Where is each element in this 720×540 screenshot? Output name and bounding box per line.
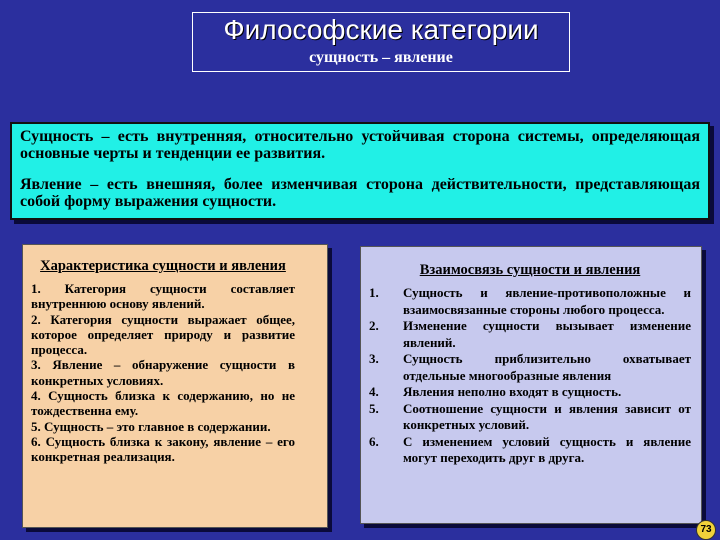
- list-item: [369, 434, 691, 467]
- list-item: 3. Явление – обнаружение сущности в конкретных условиях.: [31, 357, 295, 388]
- item-number: 6.: [369, 433, 379, 449]
- list-item: 6. Сущность близка к закону, явление – его конкретная реализация.: [31, 433, 295, 465]
- list-item: 2. Категория сущности выражает общее, которое определяет природу и развитие процесса.: [31, 311, 295, 358]
- characteristics-heading: Характеристика сущности и явления: [40, 258, 286, 274]
- item-number: 3.: [369, 351, 379, 366]
- item-text: Изменение сущности вызывает изменение явлений.: [403, 318, 691, 350]
- definitions-box: [10, 122, 710, 220]
- characteristics-card: [22, 244, 328, 528]
- list-item: 5. Сущность – это главное в содержании.: [31, 418, 271, 434]
- list-item: [369, 401, 691, 434]
- list-item: [369, 285, 691, 318]
- definition-phenomenon: Явление – есть внешняя, более изменчивая сторона действительности, представляющая собой форму выражения сущности.: [20, 176, 700, 210]
- list-item: 4. Сущность близка к содержанию, но не тождественна ему.: [31, 388, 295, 419]
- slide-subtitle: сущность – явление: [309, 49, 453, 66]
- title-box: [192, 12, 570, 72]
- characteristics-list: [31, 281, 295, 465]
- list-item: [369, 384, 691, 401]
- slide-title: Философские категории: [223, 14, 539, 45]
- relationship-heading: Взаимосвязь сущности и явления: [419, 262, 641, 278]
- item-number: 1.: [369, 285, 379, 300]
- item-text: Явления неполно входят в сущность.: [403, 384, 622, 399]
- list-item: [369, 318, 691, 351]
- definition-essence: Сущность – есть внутренняя, относительно устойчивая сторона системы, определяющая основные черты и тенденции ее развития.: [20, 128, 700, 162]
- page-number-badge: 73: [696, 520, 716, 540]
- item-text: С изменением условий сущность и явление могут переходить друг в друга.: [403, 433, 691, 465]
- list-item: [369, 351, 691, 384]
- item-number: 2.: [369, 318, 379, 333]
- item-number: 4.: [369, 384, 379, 399]
- relationship-list: [369, 285, 691, 467]
- list-item: 1. Категория сущности составляет внутреннюю основу явлений.: [31, 281, 295, 312]
- item-text: Сущность приблизительно охватывает отдельные многообразные явления: [403, 351, 691, 383]
- item-number: 5.: [369, 400, 379, 416]
- relationship-card: [360, 246, 702, 524]
- item-text: Сущность и явление-противоположные и взаимосвязанные стороны любого процесса.: [403, 285, 691, 317]
- item-text: Соотношение сущности и явления зависит от конкретных условий.: [403, 400, 691, 432]
